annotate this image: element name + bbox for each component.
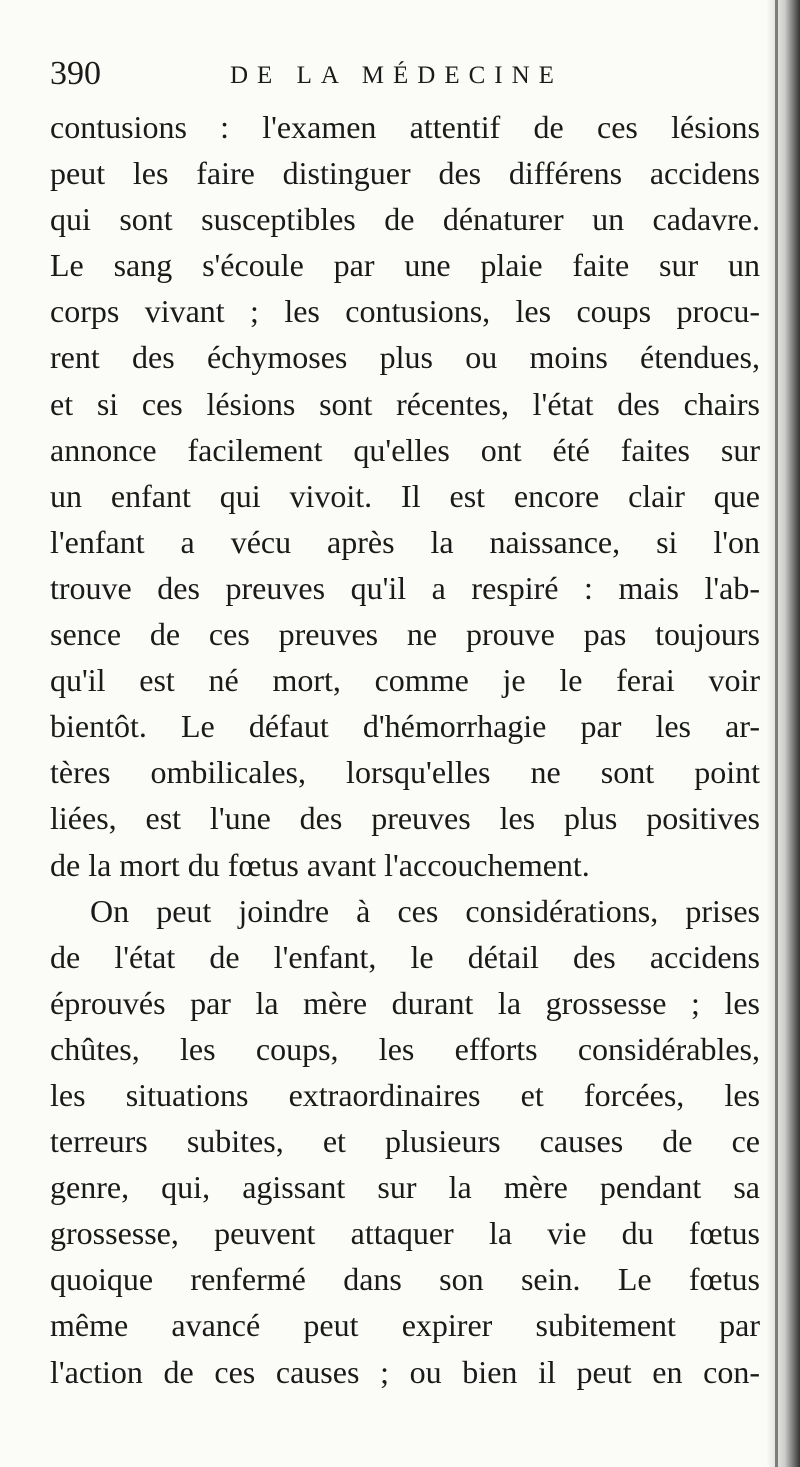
text-line: On peut joindre à ces considérations, prises: [90, 892, 760, 929]
text-line: rent des échymoses plus ou moins étendues,: [50, 339, 760, 376]
text-line: peut les faire distinguer des différens accidens: [50, 155, 760, 192]
text-line: l'action de ces causes ; ou bien il peut en con-: [50, 1353, 760, 1390]
text-line: de l'état de l'enfant, le détail des accidens: [50, 938, 760, 975]
text-line: qu'il est né mort, comme je le ferai voir: [50, 662, 760, 699]
text-line: de la mort du fœtus avant l'accouchement.: [50, 846, 590, 883]
text-line: contusions : l'examen attentif de ces lésions: [50, 109, 760, 145]
text-line: liées, est l'une des preuves les plus positives: [50, 800, 760, 837]
text-line: grossesse, peuvent attaquer la vie du fœtus: [50, 1215, 760, 1252]
text-line: Le sang s'écoule par une plaie faite sur un: [50, 247, 760, 284]
text-line: terreurs subites, et plusieurs causes de ce: [50, 1123, 760, 1160]
body-text: [50, 104, 760, 1395]
running-head: [50, 50, 750, 94]
text-line: et si ces lésions sont récentes, l'état des chairs: [50, 385, 760, 422]
text-line: quoique renfermé dans son sein. Le fœtus: [50, 1261, 760, 1298]
text-line: genre, qui, agissant sur la mère pendant sa: [50, 1169, 760, 1206]
text-line: bientôt. Le défaut d'hémorrhagie par les ar-: [50, 708, 760, 745]
page-number: 390: [50, 55, 101, 92]
running-title: DE LA MÉDECINE: [230, 62, 563, 89]
text-line: sence de ces preuves ne prouve pas toujours: [50, 616, 760, 653]
text-line: corps vivant ; les contusions, les coups procu-: [50, 293, 760, 330]
text-line: un enfant qui vivoit. Il est encore clair que: [50, 477, 760, 514]
text-line: tères ombilicales, lorsqu'elles ne sont point: [50, 754, 760, 791]
text-line: éprouvés par la mère durant la grossesse ; les: [50, 984, 760, 1021]
text-line: trouve des preuves qu'il a respiré : mais l'ab-: [50, 569, 760, 606]
text-line: annonce facilement qu'elles ont été faites sur: [50, 431, 760, 468]
text-line: même avancé peut expirer subitement par: [50, 1307, 760, 1344]
text-line: qui sont susceptibles de dénaturer un cadavre.: [50, 201, 760, 238]
page-edge-line: [775, 0, 778, 1467]
text-line: les situations extraordinaires et forcées, les: [50, 1076, 760, 1113]
text-line: l'enfant a vécu après la naissance, si l'on: [50, 523, 760, 560]
page-edge-shadow: [766, 0, 800, 1467]
text-line: chûtes, les coups, les efforts considérables,: [50, 1030, 760, 1067]
